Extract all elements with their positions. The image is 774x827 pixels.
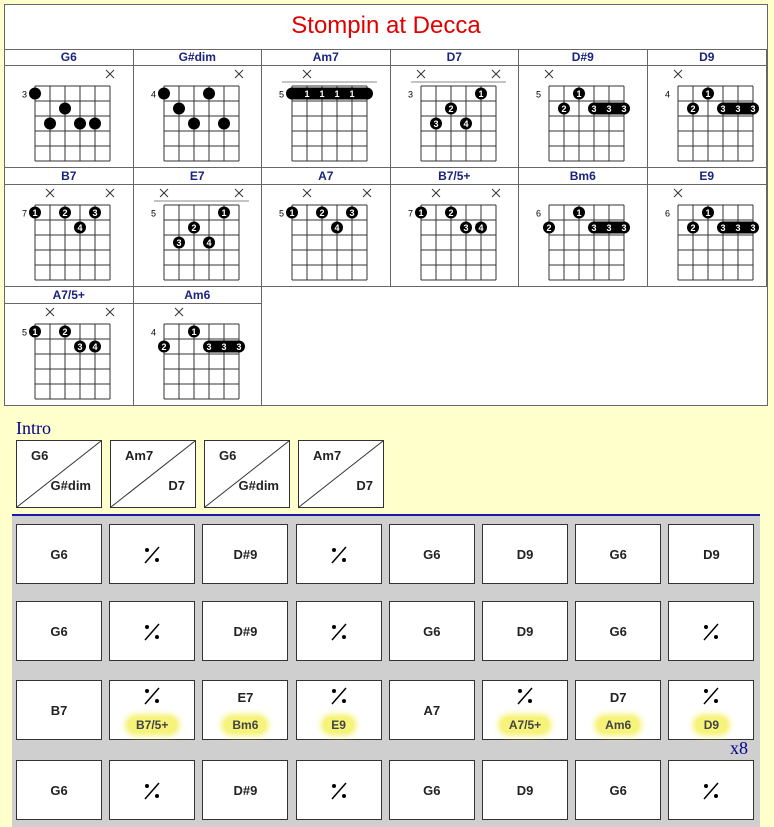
chord-label: G6 <box>17 783 101 798</box>
bar-cell <box>575 760 661 820</box>
chord-diagram <box>134 287 263 406</box>
repeat-bar-icon <box>700 621 722 643</box>
repeat-bar-icon <box>328 685 350 707</box>
diagonal-divider <box>205 441 291 509</box>
chord-name: E9 <box>648 168 767 185</box>
chord-label: G6 <box>576 783 660 798</box>
chord-label: D9 <box>483 783 567 798</box>
finger-number: 3 <box>621 104 626 114</box>
finger-number: 2 <box>62 208 67 218</box>
finger-number: 3 <box>621 223 626 233</box>
alternate-chord-label: Am6 <box>597 717 639 733</box>
alternate-chord-label: E9 <box>323 717 354 733</box>
chord-label: B7 <box>17 703 101 718</box>
chord-name: B7/5+ <box>391 168 519 185</box>
finger-number: 3 <box>735 223 740 233</box>
finger-number: 3 <box>591 223 596 233</box>
chord-diagram <box>391 49 520 168</box>
fret-number: 5 <box>536 90 541 100</box>
finger-number: 3 <box>606 104 611 114</box>
bar-cell <box>389 680 475 740</box>
chord-name: E7 <box>134 168 262 185</box>
finger-number: 2 <box>690 223 695 233</box>
diagonal-divider <box>299 441 385 509</box>
bar-cell <box>109 524 195 584</box>
bar-cell <box>16 760 102 820</box>
chord-diagram <box>648 168 768 287</box>
repeat-count: x8 <box>730 738 748 759</box>
alternate-chord-label: B7/5+ <box>128 717 176 733</box>
bar-cell <box>202 601 288 661</box>
chord-diagram <box>134 168 263 287</box>
finger-number: 3 <box>92 208 97 218</box>
finger-number: 2 <box>319 208 324 218</box>
chord-diagram <box>134 49 263 168</box>
fretboard-svg <box>519 66 647 166</box>
bar-cell <box>296 524 382 584</box>
finger-number: 1 <box>32 327 37 337</box>
chord-label: A7 <box>390 703 474 718</box>
finger-number: 1 <box>418 208 423 218</box>
finger-dot <box>218 118 230 130</box>
bar-cell <box>109 680 195 740</box>
chord-label: D9 <box>483 547 567 562</box>
chord-name: Bm6 <box>519 168 647 185</box>
finger-number: 2 <box>448 208 453 218</box>
fret-number: 5 <box>150 209 155 219</box>
finger-dot <box>59 103 71 115</box>
chord-name: B7 <box>5 168 133 185</box>
fret-number: 4 <box>150 90 155 100</box>
bar-cell <box>482 760 568 820</box>
chord-label: G6 <box>17 547 101 562</box>
chord-diagram <box>5 168 134 287</box>
finger-number: 2 <box>448 104 453 114</box>
finger-dot <box>44 118 56 130</box>
bar-cell <box>389 524 475 584</box>
finger-number: 3 <box>236 342 241 352</box>
chord-diagram <box>5 287 134 406</box>
bar-cell <box>389 601 475 661</box>
chord-diagram <box>519 168 648 287</box>
chord-label: G6 <box>219 448 236 463</box>
fretboard-svg <box>648 185 774 285</box>
finger-number: 1 <box>191 327 196 337</box>
bar-cell <box>482 601 568 661</box>
finger-number: 1 <box>221 208 226 218</box>
finger-number: 1 <box>319 89 324 99</box>
chord-name: D7 <box>391 49 519 66</box>
chord-diagram <box>519 49 648 168</box>
bar-cell <box>575 601 661 661</box>
chord-label: G6 <box>576 547 660 562</box>
finger-dot <box>158 88 170 100</box>
finger-number: 2 <box>161 342 166 352</box>
finger-number: 3 <box>720 104 725 114</box>
diagonal-divider <box>17 441 103 509</box>
bar-cell <box>668 601 754 661</box>
finger-number: 3 <box>176 238 181 248</box>
intro-bar <box>204 440 290 508</box>
fret-number: 6 <box>536 209 541 219</box>
chord-label: E7 <box>203 690 287 705</box>
fretboard-svg <box>391 66 519 166</box>
chord-name: A7/5+ <box>5 287 133 304</box>
finger-number: 3 <box>735 104 740 114</box>
diagonal-divider <box>111 441 197 509</box>
chord-label: G6 <box>390 783 474 798</box>
alternate-chord-label: D9 <box>696 717 727 733</box>
finger-dot <box>188 118 200 130</box>
repeat-bar-icon <box>141 685 163 707</box>
chord-label: D#9 <box>203 783 287 798</box>
bar-cell <box>202 760 288 820</box>
bar-cell <box>482 680 568 740</box>
chord-label: Am7 <box>125 448 153 463</box>
finger-number: 3 <box>750 104 755 114</box>
chord-label: D9 <box>669 547 753 562</box>
fret-number: 4 <box>664 90 669 100</box>
bar-cell <box>575 680 661 740</box>
chord-label: G6 <box>390 547 474 562</box>
chord-label: G6 <box>390 624 474 639</box>
finger-number: 4 <box>334 223 339 233</box>
chord-label: G6 <box>576 624 660 639</box>
finger-number: 3 <box>221 342 226 352</box>
repeat-bar-icon <box>328 621 350 643</box>
fretboard-svg <box>134 304 262 404</box>
alternate-chord-label: Bm6 <box>224 717 266 733</box>
fretboard-svg <box>5 185 133 285</box>
chord-chart-table <box>4 4 768 406</box>
fret-number: 5 <box>279 209 284 219</box>
bar-cell <box>202 680 288 740</box>
finger-number: 3 <box>349 208 354 218</box>
finger-number: 4 <box>463 119 468 129</box>
finger-number: 3 <box>750 223 755 233</box>
repeat-bar-icon <box>141 780 163 802</box>
intro-bar <box>16 440 102 508</box>
bar-cell <box>668 524 754 584</box>
bar-cell <box>482 524 568 584</box>
bar-cell <box>575 524 661 584</box>
fret-number: 5 <box>279 90 284 100</box>
finger-number: 4 <box>206 238 211 248</box>
chord-label: D7 <box>356 478 373 493</box>
finger-number: 2 <box>690 104 695 114</box>
finger-number: 1 <box>576 208 581 218</box>
repeat-bar-icon <box>514 685 536 707</box>
fretboard-svg <box>5 304 133 404</box>
finger-number: 1 <box>289 208 294 218</box>
fret-number: 5 <box>22 328 27 338</box>
fret-number: 4 <box>150 328 155 338</box>
chord-name: A7 <box>262 168 390 185</box>
finger-dot <box>89 118 101 130</box>
finger-dot <box>29 88 41 100</box>
fretboard-svg <box>134 66 262 166</box>
finger-number: 2 <box>191 223 196 233</box>
chord-diagram <box>262 168 391 287</box>
finger-number: 1 <box>304 89 309 99</box>
finger-number: 2 <box>561 104 566 114</box>
repeat-bar-icon <box>328 544 350 566</box>
intro-bar <box>298 440 384 508</box>
chord-diagram <box>5 49 134 168</box>
repeat-bar-icon <box>141 621 163 643</box>
finger-number: 3 <box>77 342 82 352</box>
barre <box>286 88 373 100</box>
finger-number: 4 <box>77 223 82 233</box>
finger-number: 3 <box>206 342 211 352</box>
fretboard-svg <box>519 185 647 285</box>
fretboard-svg <box>262 185 390 285</box>
chord-diagram <box>262 49 391 168</box>
finger-dot <box>173 103 185 115</box>
chord-label: G#dim <box>239 478 279 493</box>
chord-label: D9 <box>483 624 567 639</box>
chord-label: G6 <box>17 624 101 639</box>
finger-number: 3 <box>720 223 725 233</box>
chord-name: G6 <box>5 49 133 66</box>
intro-bar <box>110 440 196 508</box>
chord-diagram <box>648 49 768 168</box>
finger-number: 2 <box>62 327 67 337</box>
chord-name: Am7 <box>262 49 390 66</box>
bar-cell <box>668 680 754 740</box>
finger-dot <box>74 118 86 130</box>
chord-label: G6 <box>31 448 48 463</box>
bar-cell <box>109 601 195 661</box>
finger-number: 1 <box>705 208 710 218</box>
song-title: Stompin at Decca <box>5 5 767 50</box>
finger-number: 3 <box>433 119 438 129</box>
finger-number: 3 <box>591 104 596 114</box>
finger-number: 1 <box>705 89 710 99</box>
fret-number: 3 <box>22 90 27 100</box>
finger-number: 4 <box>92 342 97 352</box>
fret-number: 7 <box>22 209 27 219</box>
bar-cell <box>296 601 382 661</box>
chord-label: D#9 <box>203 624 287 639</box>
finger-number: 3 <box>606 223 611 233</box>
fret-number: 7 <box>407 209 412 219</box>
fretboard-svg <box>391 185 519 285</box>
bar-cell <box>16 601 102 661</box>
repeat-bar-icon <box>700 780 722 802</box>
chord-name: Am6 <box>134 287 262 304</box>
fretboard-svg <box>5 66 133 166</box>
bar-cell <box>668 760 754 820</box>
finger-number: 1 <box>478 89 483 99</box>
fret-number: 3 <box>407 90 412 100</box>
intro-label: Intro <box>16 418 51 439</box>
finger-number: 1 <box>576 89 581 99</box>
finger-number: 4 <box>478 223 483 233</box>
bar-cell <box>296 760 382 820</box>
chord-label: D7 <box>576 690 660 705</box>
finger-dot <box>203 88 215 100</box>
chord-name: D9 <box>648 49 767 66</box>
chord-label: G#dim <box>51 478 91 493</box>
repeat-bar-icon <box>328 780 350 802</box>
finger-number: 2 <box>546 223 551 233</box>
bar-cell <box>202 524 288 584</box>
chord-label: Am7 <box>313 448 341 463</box>
bar-cell <box>296 680 382 740</box>
fretboard-svg <box>262 66 390 166</box>
chord-label: D7 <box>168 478 185 493</box>
finger-number: 3 <box>463 223 468 233</box>
finger-number: 1 <box>32 208 37 218</box>
fretboard-svg <box>134 185 262 285</box>
repeat-bar-icon <box>700 685 722 707</box>
bar-cell <box>389 760 475 820</box>
bar-cell <box>109 760 195 820</box>
chord-label: D#9 <box>203 547 287 562</box>
finger-number: 1 <box>349 89 354 99</box>
bar-cell <box>16 680 102 740</box>
bar-cell <box>16 524 102 584</box>
alternate-chord-label: A7/5+ <box>501 717 549 733</box>
finger-number: 1 <box>334 89 339 99</box>
fret-number: 6 <box>664 209 669 219</box>
fretboard-svg <box>648 66 774 166</box>
repeat-bar-icon <box>141 544 163 566</box>
chord-name: D#9 <box>519 49 647 66</box>
chord-name: G#dim <box>134 49 262 66</box>
chord-diagram <box>391 168 520 287</box>
